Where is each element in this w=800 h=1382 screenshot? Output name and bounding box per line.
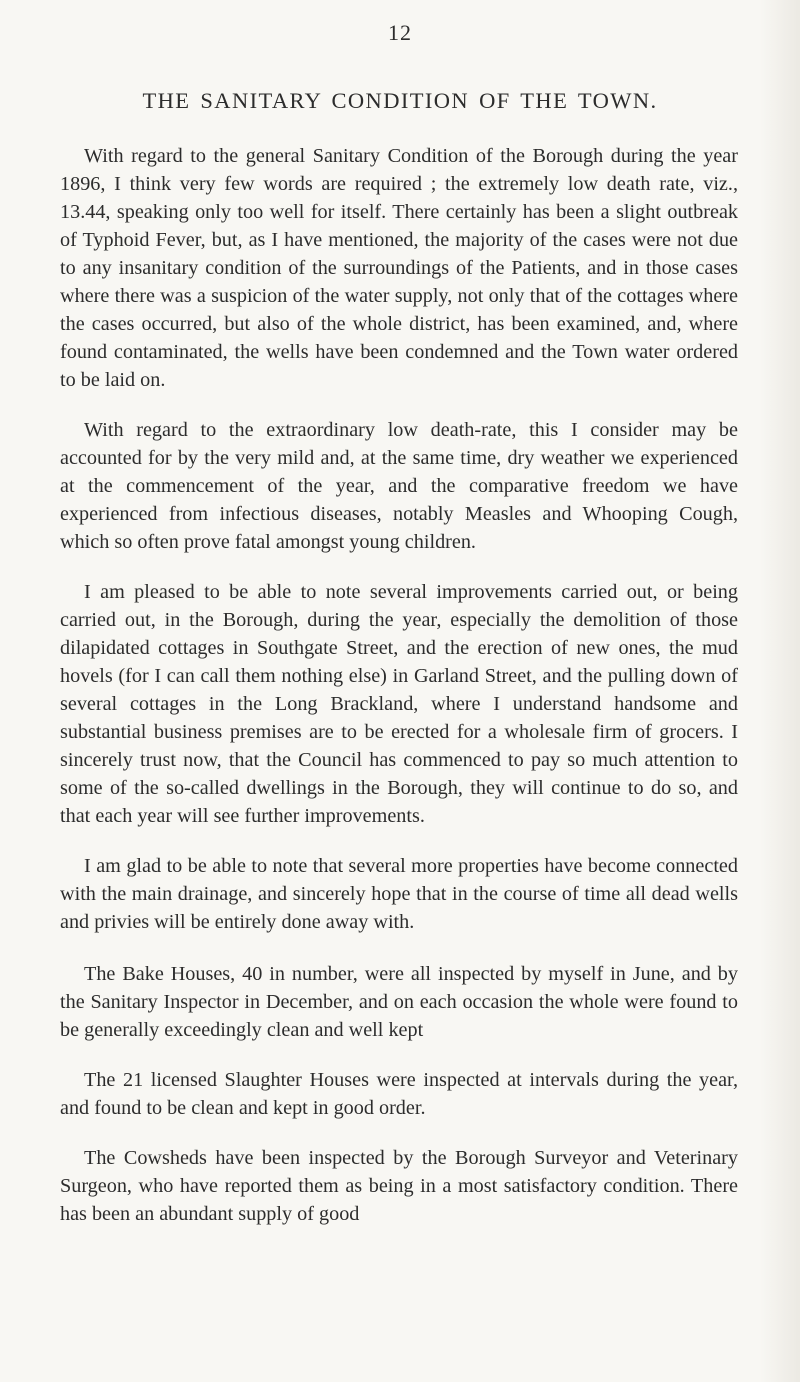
paragraph-death-rate: With regard to the extraordinary low death-rate, this I consider may be accounted for by the very mild and, at the same time, dry weather we experienced at the commencement of the year, and the comparative freedom we have experienced from infectious diseases, notably Measles and Whooping Cough, which so often prove fatal amongst young children. bbox=[60, 419, 738, 553]
paragraph-cowsheds: The Cowsheds have been inspected by the Borough Surveyor and Veterinary Surgeon, who have reported them as being in a most satisfactory condition. There has been an abundant supply of good bbox=[60, 1147, 738, 1225]
page-edge-shadow bbox=[760, 0, 800, 1382]
paragraph-drainage: I am glad to be able to note that several more properties have become connected with the main drainage, and sincerely hope that in the course of time all dead wells and privies will be entirely done away with. bbox=[60, 855, 738, 933]
section-title: THE SANITARY CONDITION OF THE TOWN. bbox=[142, 88, 658, 113]
paragraph-slaughter-houses: The 21 licensed Slaughter Houses were inspected at intervals during the year, and found to be clean and kept in good order. bbox=[60, 1069, 738, 1119]
paragraph-general-condition: With regard to the general Sanitary Condition of the Borough during the year 1896, I think very few words are required ; the extremely low death rate, viz., 13.44, speaking only too well for itself. There certainly has been a slight outbreak of Typhoid Fever, but, as I have mentioned, the majority of the cases were not due to any insanitary condition of the surroundings of the Patients, and in those cases where there was a suspicion of the water supply, not only that of the cottages where the cases occurred, but also of the whole district, has been examined, and, where found contaminated, the wells have been condemned and the Town water ordered to be laid on. bbox=[60, 145, 738, 391]
paragraph-improvements: I am pleased to be able to note several improvements carried out, or being carried out, in the Borough, during the year, especially the demolition of those dilapidated cottages in Southgate Street, and the erection of new ones, the mud hovels (for I can call them nothing else) in Garland Street, and the pulling down of several cottages in the Long Brackland, where I understand handsome and substantial business premises are to be erected for a wholesale firm of grocers. I sincerely trust now, that the Council has commenced to pay so much attention to some of the so-called dwellings in the Borough, they will continue to do so, and that each year will see further improvements. bbox=[60, 581, 738, 827]
page-number: 12 bbox=[388, 20, 412, 45]
body-text bbox=[60, 142, 738, 1250]
paragraph-bake-houses: The Bake Houses, 40 in number, were all inspected by myself in June, and by the Sanitary Inspector in December, and on each occasion the whole were found to be generally exceedingly clean and well kept bbox=[60, 963, 738, 1041]
